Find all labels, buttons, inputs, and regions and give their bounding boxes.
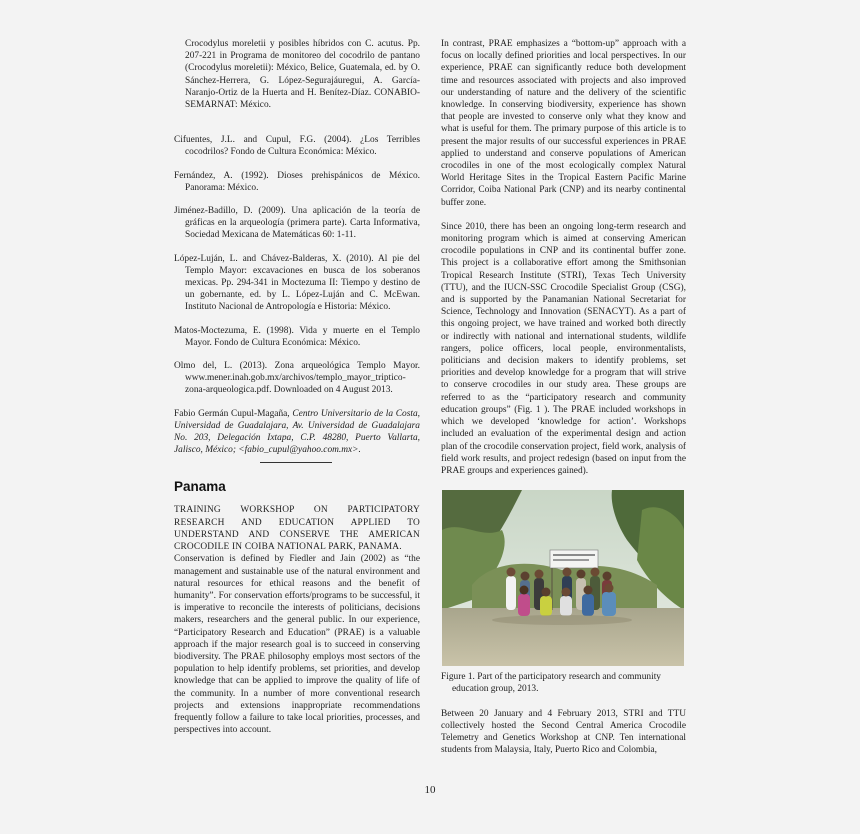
section-title: Panama bbox=[174, 479, 226, 495]
figure-1-photo bbox=[442, 490, 684, 666]
reference-item: Fernández, A. (1992). Dioses prehispánicos de México. Panorama: México. bbox=[174, 170, 420, 193]
spacer bbox=[174, 122, 420, 134]
paragraph-1: In contrast, PRAE emphasizes a “bottom-up” approach with a focus on locally defined priorities and local perspectives. In our experience, PRAE can significantly reduce both development time and resources associated with projects and also improved our understanding of nature and the delivery of the scientific knowledge. In conserving biodiversity, experience has shown that people are invested to conserve only what they know and what is useful for them. The primary purpose of this article is to present the major results of our successful experiences in PRAE applied to understand and conserve populations of American crocodiles in one of the most ecologically complex Natural World Heritage Sites in the Tropical Eastern Pacific Marine Corridor, Coiba National Park (CNP) and its nearby continental buffer zone. bbox=[441, 39, 686, 208]
author-affiliation bbox=[174, 408, 420, 457]
author-address: Centro Universitario de la Costa, Universidad de Guadalajara, Av. Universidad de Guadalajara No. 203, Delegación Ixtapa, C.P. 48280, Puerto Vallarta, Jalisco, México; <fabio_cupul@yahoo.com.mx>. bbox=[174, 408, 421, 456]
figure-caption: Figure 1. Part of the participatory research and community education group, 2013. bbox=[441, 672, 661, 695]
reference-item: Olmo del, L. (2013). Zona arqueológica Templo Mayor. www.mener.inah.gob.mx/archivos/templo_mayor_triptico-zona-arqueologica.pdf. Downloaded on 4 August 2013. bbox=[174, 361, 420, 396]
divider-rule bbox=[260, 462, 332, 463]
article-heading: TRAINING WORKSHOP ON PARTICIPATORY RESEARCH AND EDUCATION APPLIED TO UNDERSTAND AND CONSERVE THE AMERICAN CROCODILE IN COIBA NATIONAL PARK, PANAMA. bbox=[174, 505, 420, 553]
article-body: Conservation is defined by Fiedler and Jain (2002) as “the management and sustainable use of the natural environment and natural resources for ethical reasons and the benefit of humanity”. For conservation efforts/programs to be successful, it is imperative to reconcile the interests of politicians, decisions makers, researchers and the general public. In our experience, “Participatory Research and Education” (PRAE) is a valuable approach if the major research goal is to succeed in conserving biodiversity. The PRAE philosophy employs most sectors of the population to help identify problems, set priorities, and develop knowledge that can be applied to improve the quality of life of the community. In a number of more conventional research projects and extensions inappropriate recommendations frequently follow a failure to take local priorities, processes, and perspectives into account. bbox=[174, 554, 420, 736]
paragraph-3: Between 20 January and 4 February 2013, STRI and TTU collectively hosted the Second Central America Crocodile Telemetry and Genetics Workshop at CNP. Ten international students from Malaysia, Italy, Puerto Rico and Colombia, bbox=[441, 708, 686, 756]
author-name: Fabio Germán Cupul-Magaña, bbox=[174, 408, 290, 419]
reference-continued: Crocodylus moreletii y posibles híbridos con C. acutus. Pp. 207-221 in Programa de monitoreo del cocodrilo de pantano (Crocodylus moreletii): México, Belice, Guatemala, ed. by O. Sánchez-Herrera, G. López-Segurajáuregui, A. García-Naranjo-Ortiz de la Huerta and H. Benítez-Díaz. CONABIO-SEMARNAT: México. bbox=[185, 39, 420, 111]
reference-item: Jiménez-Badillo, D. (2009). Una aplicación de la teoría de gráficas en la arqueología (primera parte). Carta Informativa, Sociedad Mexicana de Matemáticas 60: 1-11. bbox=[174, 206, 420, 241]
spacer bbox=[441, 696, 686, 708]
group-photo-illustration bbox=[442, 490, 684, 666]
right-column bbox=[441, 38, 686, 756]
paragraph-2: Since 2010, there has been an ongoing long-term research and monitoring program which is aimed at conserving American crocodile populations in CNP and its continental buffer zone. This project is a collaborative effort among the Smithsonian Tropical Research Institute (STRI), Texas Tech University (TTU), and the IUCN-SSC Crocodile Specialist Group (CSG), and is supported by the Panamanian National Secretariat for Science, Technology and Innovation (SENACYT). As a part of this ongoing project, we have trained and worked both directly or indirectly with national and international students, wildlife rangers, police officers, local people, environmentalists, politicians and decision makers to identify problems, set priorities and develop knowledge for a program that will strive to conserve crocodiles in our study area. These groups are referred to as the “participatory research and community education groups” (Fig. 1 ). The PRAE included workshops in which we developed ‘knowledge for action’. Workshops included an evaluation of the experimental design and action plan of the crocodile conservation project, field work, analysis of field work results, and project redesign (based on input from the PRAE groups and experiences gained). bbox=[441, 221, 686, 476]
reference-item: López-Luján, L. and Chávez-Balderas, X. (2010). Al pie del Templo Mayor: excavaciones en busca de los soberanos mexicas. Pp. 294-341 in Moctezuma II: Tiempo y destino de un gobernante, ed. by L. López-Luján and C. McEwan. Instituto Nacional de Antropología e Historia: México. bbox=[174, 253, 420, 313]
reference-item: Matos-Moctezuma, E. (1998). Vida y muerte en el Templo Mayor. Fondo de Cultura Económica: México. bbox=[174, 325, 420, 348]
reference-item: Cifuentes, J.L. and Cupul, F.G. (2004). ¿Los Terribles cocodrilos? Fondo de Cultura Económica: México. bbox=[174, 135, 420, 158]
page-number: 10 bbox=[424, 784, 436, 796]
reference-list bbox=[174, 134, 420, 396]
spacer bbox=[441, 209, 686, 221]
left-column bbox=[174, 38, 420, 736]
